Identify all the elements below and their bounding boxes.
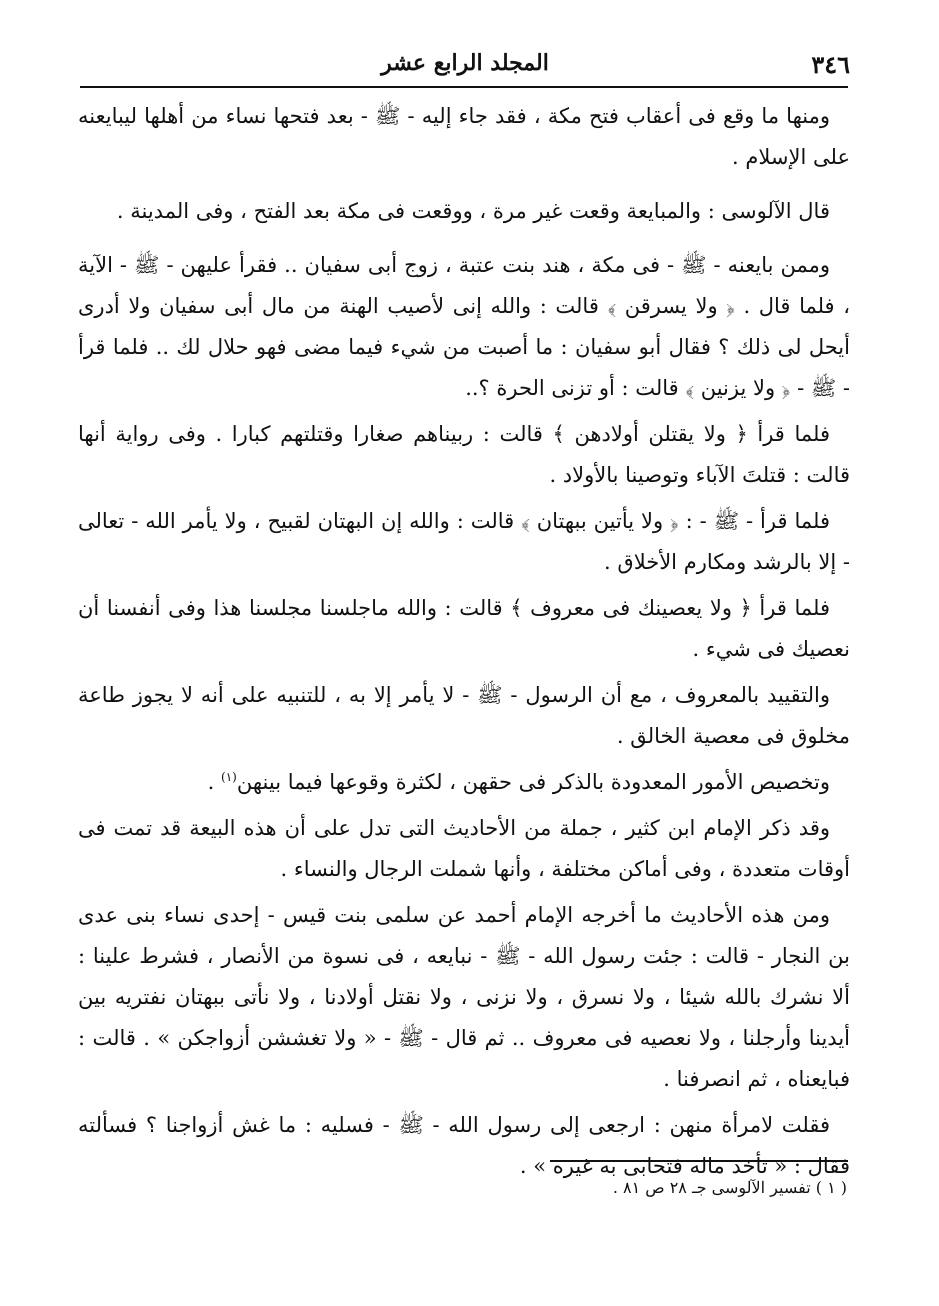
paragraph-specification-text: وتخصيص الأمور المعدودة بالذكر فى حقهن ، لكثرة وقوعها فيما بينهن xyxy=(236,770,830,794)
paragraph-disobedience: فلما قرأ ﴿ ولا يعصينك فى معروف ﴾ قالت : والله ماجلسنا مجلسنا هذا وفى أنفسنا أن نعصيك فى شيء . xyxy=(78,596,850,661)
header-rule xyxy=(80,86,848,88)
page-number: ٣٤٦ xyxy=(811,50,850,79)
paragraph-hind-bint-utba: وممن بايعنه - ﷺ - فى مكة ، هند بنت عتبة ، زوج أبى سفيان .. فقرأ عليهن - ﷺ - الآية ، فلما قال . ﴿ ولا يسرقن ﴾ قالت : والله إنى لأصيب الهنة من مال أبى سفيان ولا أدرى أيحل لى ذلك ؟ فقال أبو سفيان : ما أصبت من شيء فيما مضى فهو حلال لك .. فلما قرأ - ﷺ - ﴿ ولا يزنين ﴾ قالت : أو تزنى الحرة ؟.. xyxy=(78,253,850,400)
paragraph-slander: فلما قرأ - ﷺ - : ﴿ ولا يأتين ببهتان ﴾ قالت : والله إن البهتان لقبيح ، ولا يأمر الله - تعالى - إلا بالرشد ومكارم الأخلاق . xyxy=(78,509,850,574)
paragraph-restriction-maruf: والتقييد بالمعروف ، مع أن الرسول - ﷺ - لا يأمر إلا به ، للتنبيه على أنه لا يجوز طاعة مخلوق فى معصية الخالق . xyxy=(78,683,850,748)
paragraph-alusi-quote: قال الآلوسى : والمبايعة وقعت غير مرة ، ووقعت فى مكة بعد الفتح ، وفى المدينة . xyxy=(116,199,830,223)
running-title: المجلد الرابع عشر xyxy=(381,50,549,76)
paragraph-killing-children: فلما قرأ ﴿ ولا يقتلن أولادهن ﴾ قالت : ربيناهم صغارا وقتلتهم كبارا . وفى رواية أنها قالت : قتلتَ الآباء وتوصينا بالأولاد . xyxy=(78,422,850,487)
paragraph-ibn-kathir: وقد ذكر الإمام ابن كثير ، جملة من الأحاديث التى تدل على أن هذه البيعة قد تمت فى أوقات متعددة ، وفى أماكن مختلفة ، وأنها شملت الرجال والنساء . xyxy=(78,816,850,881)
footnote-reference: (١) xyxy=(221,770,237,784)
footnote: ( ١ ) تفسير الآلوسى جـ ٢٨ ص ٨١ . xyxy=(612,1178,847,1197)
paragraph-specification-end: . xyxy=(207,770,222,794)
footnote-rule xyxy=(550,1160,848,1162)
paragraph-salma-bint-qays: ومن هذه الأحاديث ما أخرجه الإمام أحمد عن سلمى بنت قيس - إحدى نساء بنى عدى بن النجار - قالت : جئت رسول الله - ﷺ - نبايعه ، فى نسوة من الأنصار ، فشرط علينا : ألا نشرك بالله شيئا ، ولا نسرق ، ولا نزنى ، ولا نقتل أولادنا ، ولا نأتى ببهتان نفتريه بين أيدينا وأرجلنا ، ولا نعصيه فى معروف .. ثم قال - ﷺ - « ولا تغششن أزواجكن » . قالت : فبايعناه ، ثم انصرفنا . xyxy=(78,903,850,1091)
body-text xyxy=(78,96,850,1192)
paragraph-husbands-question: فقلت لامرأة منهن : ارجعى إلى رسول الله - ﷺ - فسليه : ما غش أزواجنا ؟ فسألته فقال : « تأخذ ماله فتحابى به غيره » . xyxy=(78,1113,850,1178)
page-header xyxy=(80,40,850,84)
paragraph-specification xyxy=(78,762,850,803)
paragraph-mecca-pledge: ومنها ما وقع فى أعقاب فتح مكة ، فقد جاء إليه - ﷺ - بعد فتحها نساء من أهلها ليبايعنه على الإسلام . xyxy=(78,104,850,169)
